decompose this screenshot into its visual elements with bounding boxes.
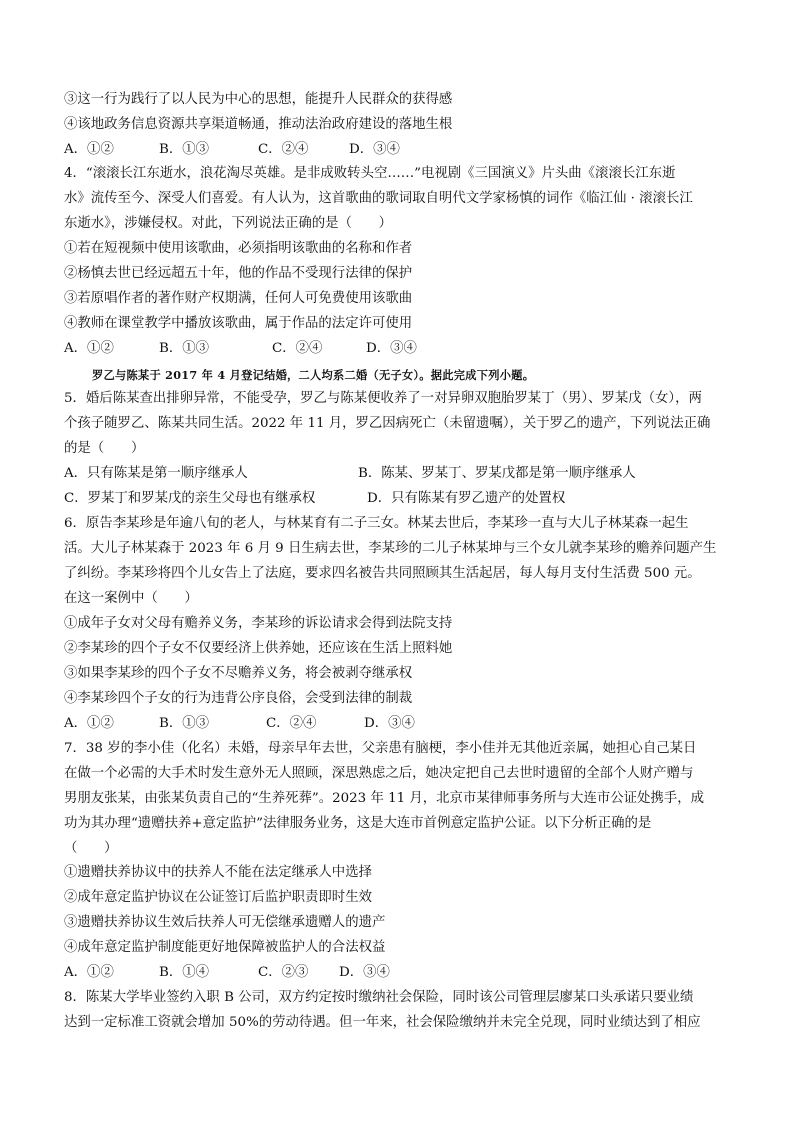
q3-statement-4: ④该地政务信息资源共享渠道畅通，推动法治政府建设的落地生根 xyxy=(64,117,453,132)
q4-statement-2: ②杨慎去世已经远超五十年，他的作品不受现行法律的保护 xyxy=(64,266,413,281)
q3-option-a: A．①② xyxy=(64,142,114,157)
q7-statement-4: ④成年意定监护制度能更好地保障被监护人的合法权益 xyxy=(64,940,386,955)
q7-option-d: D．③④ xyxy=(339,965,390,980)
q4-stem-line-1: 4．“滚滚长江东逝水，浪花淘尽英雄。是非成败转头空……”电视剧《三国演义》片头曲《滚滚长江东逝 xyxy=(64,166,676,181)
q4-stem-line-3: 东逝水》，涉嫌侵权。对此，下列说法正确的是（ ） xyxy=(64,216,393,231)
q6-stem-line-2: 活。大儿子林某森于 2023 年 6 月 9 日生病去世，李某珍的二儿子林某坤与三个女儿就李某珍的赡养问题产生 xyxy=(64,541,717,556)
q6-stem-line-4: 在这一案例中（ ） xyxy=(64,591,198,606)
q7-stem-line-5: （ ） xyxy=(64,841,118,856)
q3-statement-3: ③这一行为践行了以人民为中心的思想，能提升人民群众的获得感 xyxy=(64,92,453,107)
q3-option-c: C．②④ xyxy=(258,142,309,157)
q3-options xyxy=(64,140,444,162)
q5-option-b: B．陈某、罗某丁、罗某戊都是第一顺序继承人 xyxy=(358,466,636,481)
q5-options-row-2 xyxy=(64,489,734,511)
q7-stem-line-2: 在做一个必需的大手术时发生意外无人照顾，深思熟虑之后，她决定把自己去世时遗留的全部个人财产赠与 xyxy=(64,766,694,781)
q8-stem-line-2: 达到一定标准工资就会增加 50%的劳动待遇。但一年来，社会保险缴纳并未完全兑现，同时业绩达到了相应 xyxy=(64,1015,701,1030)
q4-option-b: B．①③ xyxy=(159,341,210,356)
material-intro: 罗乙与陈某于 2017 年 4 月登记结婚，二人均系二婚（无子女）。据此完成下列小题。 xyxy=(92,368,535,382)
q3-option-b: B．①③ xyxy=(159,142,210,157)
q7-statement-1: ①遗赠扶养协议中的扶养人不能在法定继承人中选择 xyxy=(64,865,372,880)
q5-option-c: C．罗某丁和罗某戊的亲生父母也有继承权 xyxy=(64,491,316,506)
q4-statement-1: ①若在短视频中使用该歌曲，必须指明该歌曲的名称和作者 xyxy=(64,241,413,256)
q7-stem-line-4: 功为其办理“遗赠扶养+意定监护”法律服务业务，这是大连市首例意定监护公证。以下分析正确的是 xyxy=(64,816,652,831)
q6-statement-3: ③如果李某珍的四个子女不尽赡养义务，将会被剥夺继承权 xyxy=(64,666,413,681)
q7-options xyxy=(64,963,444,985)
q6-stem-line-1: 6．原告李某珍是年逾八旬的老人，与林某育有二子三女。林某去世后，李某珍一直与大儿子林某森一起生 xyxy=(64,516,689,531)
q5-option-d: D．只有陈某有罗乙遗产的处置权 xyxy=(367,491,566,506)
q6-option-d: D．③④ xyxy=(364,716,415,731)
q5-stem-line-1: 5．婚后陈某查出排卵异常，不能受孕，罗乙与陈某便收养了一对异卵双胞胎罗某丁（男）、罗某戊（女），两 xyxy=(64,391,702,406)
q6-option-a: A．①② xyxy=(64,716,114,731)
q4-statement-4: ④教师在课堂教学中播放该歌曲，属于作品的法定许可使用 xyxy=(64,316,413,331)
q7-option-c: C．②③ xyxy=(258,965,309,980)
q8-stem-line-1: 8．陈某大学毕业签约入职 B 公司，双方约定按时缴纳社会保险，同时该公司管理层廖某口头承诺只要业绩 xyxy=(64,990,694,1005)
q6-statement-1: ①成年子女对父母有赡养义务，李某珍的诉讼请求会得到法院支持 xyxy=(64,616,453,631)
q3-option-d: D．③④ xyxy=(349,142,400,157)
q6-statement-4: ④李某珍四个子女的行为违背公序良俗，会受到法律的制裁 xyxy=(64,691,413,706)
q7-stem-line-1: 7．38 岁的李小佳（化名）未婚，母亲早年去世，父亲患有脑梗，李小佳并无其他近亲属，她担心自己某日 xyxy=(64,741,697,756)
q4-option-d: D．③④ xyxy=(366,341,417,356)
q7-statement-3: ③遗赠扶养协议生效后扶养人可无偿继承遗赠人的遗产 xyxy=(64,915,386,930)
q4-stem-line-2: 水》流传至今、深受人们喜爱。有人认为，这首歌曲的歌词取自明代文学家杨慎的词作《临江仙 · 滚滚长江 xyxy=(64,191,693,206)
q5-options-row-1 xyxy=(64,464,734,486)
q6-options xyxy=(64,714,464,736)
q5-option-a: A．只有陈某是第一顺序继承人 xyxy=(64,466,248,481)
q4-statement-3: ③若原唱作者的著作财产权期满，任何人可免费使用该歌曲 xyxy=(64,291,413,306)
q7-option-b: B．①④ xyxy=(159,965,210,980)
q4-option-a: A．①② xyxy=(64,341,114,356)
q4-options xyxy=(64,339,464,361)
q6-statement-2: ②李某珍的四个子女不仅要经济上供养她，还应该在生活上照料她 xyxy=(64,641,453,656)
q6-option-b: B．①③ xyxy=(159,716,210,731)
q7-statement-2: ②成年意定监护协议在公证签订后监护职责即时生效 xyxy=(64,890,372,905)
q6-option-c: C．②④ xyxy=(266,716,317,731)
q6-stem-line-3: 了纠纷。李某珍将四个儿女告上了法庭，要求四名被告共同照顾其生活起居，每人每月支付生活费 500 元。 xyxy=(64,566,701,581)
q5-stem-line-2: 个孩子随罗乙、陈某共同生活。2022 年 11 月，罗乙因病死亡（未留遗嘱），关于罗乙的遗产，下列说法正确 xyxy=(64,416,711,431)
q4-option-c: C．②④ xyxy=(272,341,323,356)
q5-stem-line-3: 的是（ ） xyxy=(64,441,145,456)
q7-option-a: A．①② xyxy=(64,965,114,980)
q7-stem-line-3: 男朋友张某，由张某负责自己的“生养死葬”。2023 年 11 月，北京市某律师事务所与大连市公证处携手，成 xyxy=(64,791,704,806)
